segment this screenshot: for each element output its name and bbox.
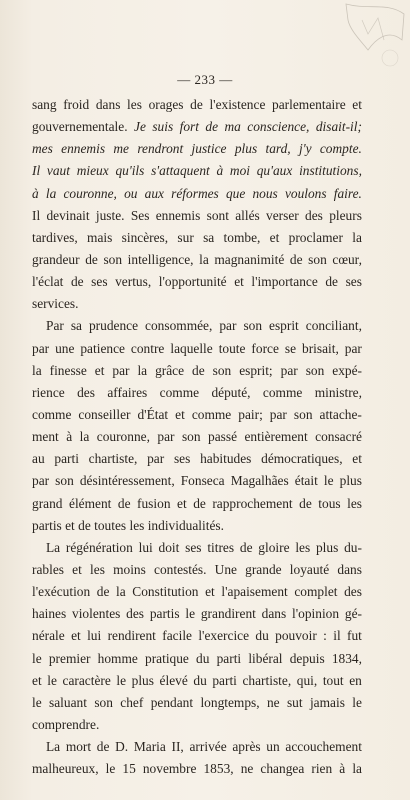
text-line: Il devinait juste. Ses ennemis sont allés verser des pleurs <box>32 207 362 223</box>
text-line: par son désintéressement, Fonseca Magalhães était le plus <box>32 473 362 489</box>
text-line: Par sa prudence consommée, par son esprit conciliant, <box>46 318 362 334</box>
text-line: haines violentes des partis le grandirent dans l'opinion gé- <box>32 606 362 622</box>
text-line: à la couronne, ou aux réformes que nous voulons faire. <box>32 185 362 201</box>
text-line: et le caractère le plus élevé du parti chartiste, qui, tout en <box>32 672 362 688</box>
body-text <box>32 94 362 780</box>
text-line: services. <box>32 296 79 312</box>
text-line: partis et de toutes les individualités. <box>32 517 224 533</box>
text-line: la finesse et par la grâce de son esprit; par son expé- <box>32 362 362 378</box>
text-line: ment à la couronne, par son passé entièrement consacré <box>32 429 362 445</box>
text-line: malheureux, le 15 novembre 1853, ne changea rien à la <box>32 761 362 777</box>
text-line: sang froid dans les orages de l'existence parlementaire et <box>32 97 362 112</box>
text-line: l'éclat de ses vertus, l'opportunité et l'importance de ses <box>32 274 362 290</box>
text-line: comprendre. <box>32 716 100 732</box>
text-line: grandeur de son intelligence, la magnanimité de son cœur, <box>32 251 362 267</box>
page-number: — 233 — <box>177 72 233 87</box>
text-line: nérale et lui rendirent facile l'exercice du pouvoir : il fut <box>32 628 362 644</box>
text-line: La régénération lui doit ses titres de gloire les plus du- <box>46 539 362 555</box>
text-line: mes ennemis me rendront justice plus tard, j'y compte. <box>32 141 362 157</box>
text-line: grand élément de fusion et de rapprochement de tous les <box>32 495 362 511</box>
text-line: tardives, mais sincères, sur sa tombe, et proclamer la <box>32 229 362 245</box>
text-line: Il vaut mieux qu'ils s'attaquent à moi qu'aux institutions, <box>32 163 362 179</box>
text-line: comme conseiller d'État et comme pair; par son attache- <box>32 406 362 422</box>
text-line: rience des affaires comme député, comme ministre, <box>32 384 362 400</box>
text-line: le premier homme pratique du parti libéral depuis 1834, <box>32 650 362 666</box>
text-line: rables et les moins contestés. Une grande loyauté dans <box>32 561 362 577</box>
text-line: l'exécution de la Constitution et l'apaisement complet des <box>32 584 362 600</box>
text-line: par une patience contre laquelle toute force se brisait, par <box>32 340 362 356</box>
text-line: La mort de D. Maria II, arrivée après un accouchement <box>46 739 362 755</box>
text-line: au parti chartiste, par ses habitudes démocratiques, et <box>32 451 362 467</box>
text-line: le saluant son chef pendant longtemps, ne sut jamais le <box>32 694 362 710</box>
text-line: gouvernementale. Je suis fort de ma conscience, disait-il; <box>32 119 362 135</box>
